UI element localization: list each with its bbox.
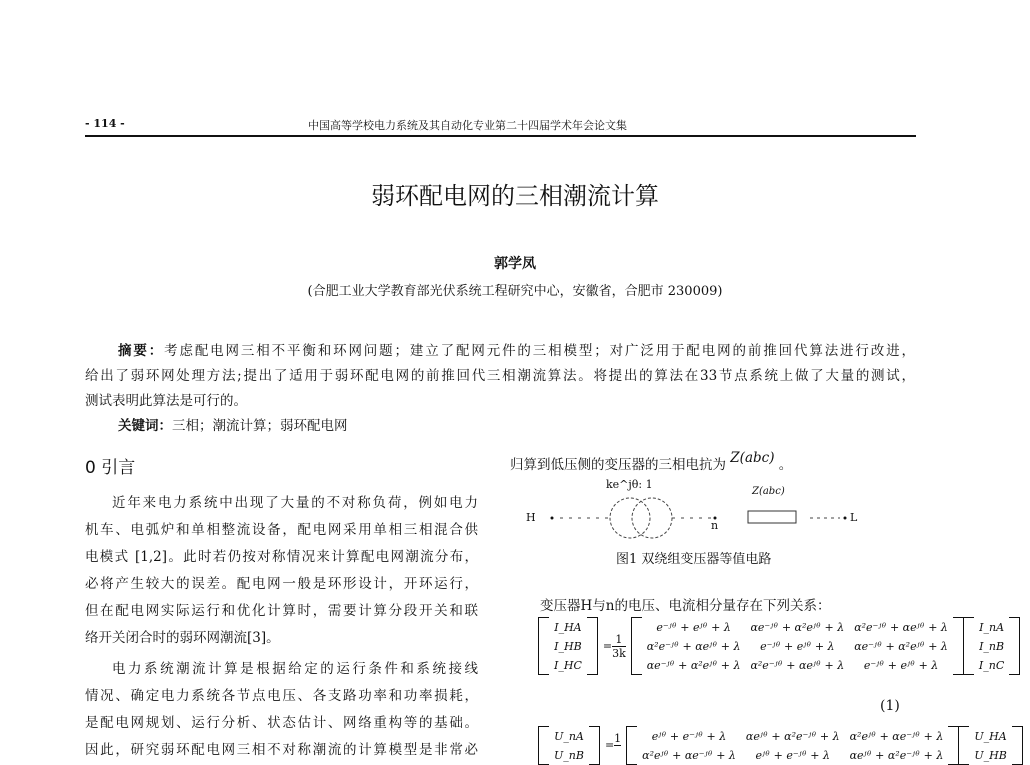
node-n-label: n	[711, 519, 719, 532]
turns-ratio-label: ke^jθ: 1	[606, 478, 653, 491]
header-rule	[85, 135, 916, 137]
author: 郭学凤	[494, 256, 536, 272]
body-line: 情况、确定电力系统各节点电压、各支路功率和功率损耗，	[85, 688, 478, 704]
journal-header: 中国高等学校电力系统及其自动化专业第二十四届学术年会论文集	[308, 119, 627, 132]
body-line: 因此，研究弱环配电网三相不对称潮流的计算模型是非常必	[85, 742, 478, 758]
figure-caption: 图1 双绕组变压器等值电路	[616, 552, 772, 567]
body-line: 近年来电力系统中出现了大量的不对称负荷，例如电力	[112, 495, 478, 511]
paper-title: 弱环配电网的三相潮流计算	[371, 182, 659, 210]
abstract-line: 测试表明此算法是可行的。	[85, 393, 247, 409]
transformer-intro: 归算到低压侧的变压器的三相电抗为 Z(abc) 。	[510, 450, 793, 473]
abstract-label: 摘要：	[118, 343, 165, 359]
abstract-line: 给出了弱环网处理方法;提出了适用于弱环配电网的前推回代三相潮流算法。将提出的算法在33节点系统上做了大量的测试，	[85, 368, 915, 384]
node-l-label: L	[850, 511, 858, 524]
abstract-line: 摘要：考虑配电网三相不平衡和环网问题；建立了配网元件的三相模型；对广泛用于配电网的前推回代算法进行改进，	[118, 343, 916, 359]
page-number: - 114 -	[85, 117, 125, 130]
body-line: 但在配电网实际运行和优化计算时，需要计算分段开关和联	[85, 603, 478, 619]
relation-text: 变压器H与n的电压、电流相分量存在下列关系：	[540, 598, 831, 614]
impedance-label: Z(abc)	[752, 486, 785, 497]
equation-1: I_HA = $\frac{1}{3k}$ e⁻ʲᶿ + eʲᶿ + λ αe⁻ʲᶿ + α²eʲᶿ + λ α²e⁻ʲᶿ + αeʲᶿ + λ I_nA I_HB α²e⁻ʲᶿ + αeʲᶿ + λ e⁻ʲᶿ + eʲᶿ + λ αe⁻ʲᶿ + α²eʲᶿ + λ I_nB I_HC αe⁻ʲᶿ + α²eʲᶿ + λ α²e⁻ʲᶿ + αeʲᶿ + λ e⁻ʲᶿ + eʲᶿ + λ I_nC	[538, 617, 1020, 675]
body-line: 是配电网规划、运行分析、状态估计、网络重构等的基础。	[85, 715, 478, 731]
body-line: 必将产生较大的误差。配电网一般是环形设计，开环运行，	[85, 576, 478, 592]
affiliation: (合肥工业大学教育部光伏系统工程研究中心，安徽省，合肥市 230009)	[307, 284, 723, 299]
body-line: 电模式 [1,2]。此时若仍按对称情况来计算配电网潮流分布，	[85, 549, 478, 565]
node-h-label: H	[526, 511, 536, 524]
body-line: 电力系统潮流计算是根据给定的运行条件和系统接线	[112, 661, 478, 677]
equation-2: U_nA = 1 eʲᶿ + e⁻ʲᶿ + λ αeʲᶿ + α²e⁻ʲᶿ + λ α²eʲᶿ + αe⁻ʲᶿ + λ U_HA U_nB α²eʲᶿ + αe⁻ʲᶿ + λ eʲᶿ + e⁻ʲᶿ + λ αeʲᶿ + α²e⁻ʲᶿ + λ U_HB	[538, 726, 1023, 765]
circuit-diagram	[540, 478, 870, 548]
keywords: 关键词：三相；潮流计算；弱环配电网	[118, 418, 348, 434]
equation-number: (1)	[880, 698, 900, 714]
body-line: 络开关闭合时的弱环网潮流[3]。	[85, 630, 280, 646]
section-heading: 0 引言	[85, 458, 136, 478]
body-line: 机车、电弧炉和单相整流设备，配电网采用单相三相混合供	[85, 522, 478, 538]
